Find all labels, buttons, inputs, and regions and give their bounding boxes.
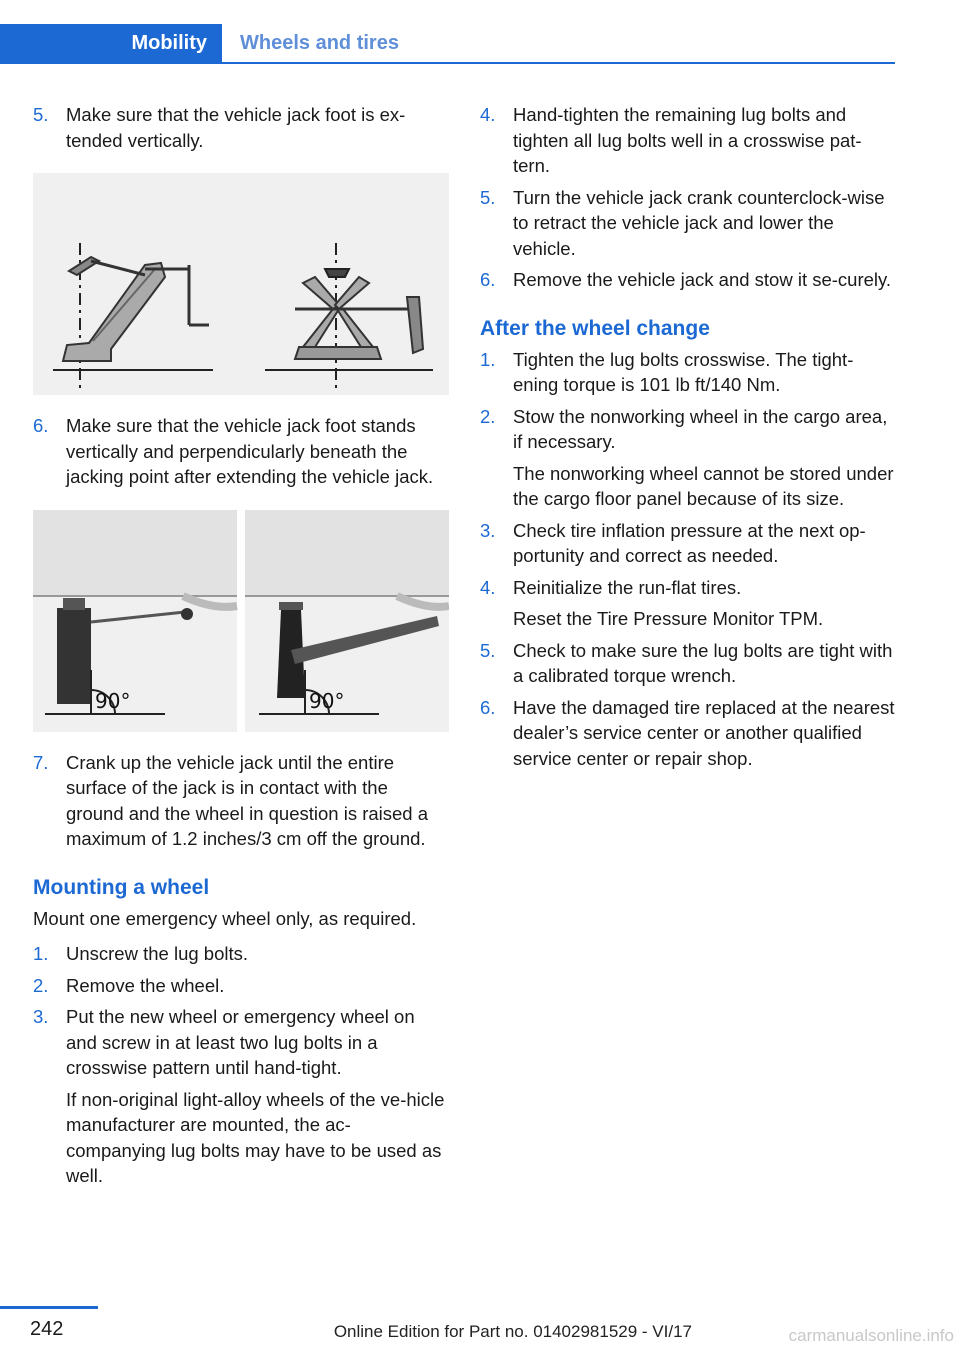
step-text: Turn the vehicle jack crank counterclock-wise to retract the vehicle jack and lower the vehicle. [513,186,885,259]
step-note: Reset the Tire Pressure Monitor TPM. [513,608,824,629]
step-text: Check tire inflation pressure at the next op-portunity and correct as needed. [513,519,866,566]
angle-label-left: 90° [95,688,131,713]
left-column [33,102,449,1195]
angle-label-right: 90° [309,688,345,713]
footer-rule [0,1306,98,1309]
step-number: 4. [480,576,496,598]
list-item [480,638,896,689]
step-text: Remove the wheel. [66,974,225,996]
step-number: 6. [480,696,496,718]
step-number: 5. [480,639,496,661]
list-item [480,518,896,569]
step-text: Have the damaged tire replaced at the nearest dealer’s service center or another qualified service center or repair shop. [513,696,895,769]
right-column [480,102,896,777]
jack-position-illustration [33,510,449,732]
list-item [480,404,896,512]
step-number: 2. [480,405,496,427]
step-number: 6. [480,269,496,290]
list-item [480,695,896,772]
list-item [480,185,896,262]
edition-note: Online Edition for Part no. 01402981529 - VI/17 [333,1322,692,1341]
section-heading-after: After the wheel change [480,316,710,340]
step-number: 3. [33,1006,49,1027]
step-text: Crank up the vehicle jack until the entire surface of the jack is in contact with the ground and the wheel in question is raised a maximum of 1.2 inches/3 cm off the ground. [66,751,429,849]
section-heading-mounting: Mounting a wheel [33,875,210,899]
step-number: 1. [33,943,49,964]
list-item [33,941,449,967]
section-intro: Mount one emergency wheel only, as required. [33,907,417,929]
list-item [33,1004,449,1189]
jack-extension-illustration [33,173,449,395]
step-text: Tighten the lug bolts crosswise. The tight-ening torque is 101 lb ft/140 Nm. [513,348,854,395]
step-text: Unscrew the lug bolts. [66,943,249,964]
step-text: Make sure that the vehicle jack foot stands vertically and perpendicularly beneath the jacking point after extending the vehicle jack. [66,415,434,487]
step-note: The nonworking wheel cannot be stored under the cargo floor panel because of its size. [513,462,894,509]
step-number: 1. [480,348,496,370]
tab-mobility[interactable]: Mobility [0,24,222,62]
step-number: 5. [480,186,496,208]
step-number: 5. [33,104,49,125]
step-number: 4. [480,104,496,125]
list-item [480,267,896,293]
step-text: Remove the vehicle jack and stow it se-curely. [513,269,892,290]
step-text: Make sure that the vehicle jack foot is ex- tended vertically. [66,104,406,151]
list-item [33,750,449,852]
step-number: 7. [33,751,49,773]
list-item [480,575,896,632]
step-text: Check to make sure the lug bolts are tight with a calibrated torque wrench. [513,639,893,686]
step-text: Stow the nonworking wheel in the cargo area, if necessary. [513,405,888,452]
tab-wheels-and-tires[interactable]: Wheels and tires [240,31,399,54]
list-item [33,102,449,153]
step-note: If non-original light-alloy wheels of the ve-hicle manufacturer are mounted, the ac-companying lug bolts may have to be used as well. [66,1088,445,1186]
header-tabbar [0,24,895,64]
page-number: 242 [30,1318,64,1340]
step-text: Put the new wheel or emergency wheel on and screw in at least two lug bolts in a crosswise pattern until hand-tight. [66,1006,415,1078]
step-number: 6. [33,415,49,436]
list-item [33,413,449,490]
step-number: 3. [480,519,496,541]
list-item [480,347,896,398]
list-item [480,102,896,179]
step-text: Reinitialize the run-flat tires. [513,576,742,598]
step-number: 2. [33,974,49,996]
step-text: Hand-tighten the remaining lug bolts and tighten all lug bolts well in a crosswise pat-tern. [513,104,862,176]
watermark: carmanualsonline.info [788,1326,954,1345]
list-item [33,973,449,999]
